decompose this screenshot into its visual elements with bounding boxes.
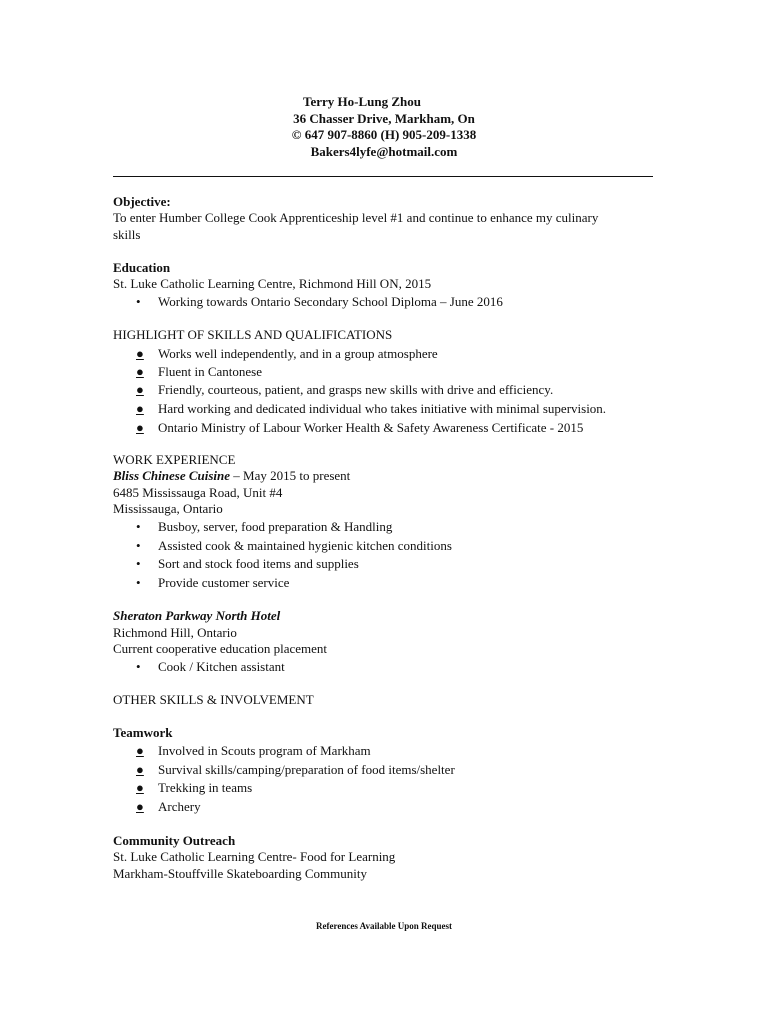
bullet-dot: • [136, 575, 141, 590]
job1-item: Sort and stock food items and supplies [158, 556, 359, 571]
candidate-name: Terry Ho-Lung Zhou [303, 94, 421, 109]
community-line1: St. Luke Catholic Learning Centre- Food for Learning [113, 849, 396, 864]
job1-address1: 6485 Mississauga Road, Unit #4 [113, 485, 283, 500]
teamwork-item: Survival skills/camping/preparation of food items/shelter [158, 762, 455, 777]
job1-item: Assisted cook & maintained hygienic kitchen conditions [158, 538, 452, 553]
job1-item: Busboy, server, food preparation & Handling [158, 519, 393, 534]
list-item [136, 382, 553, 398]
bullet-dot: • [136, 659, 141, 674]
list-item [136, 364, 262, 380]
bullet-underlined: ● [136, 382, 144, 397]
job1-item: Provide customer service [158, 575, 290, 590]
list-item [136, 346, 438, 362]
highlight-item: Works well independently, and in a group atmosphere [158, 346, 438, 361]
bullet-underlined: ● [136, 780, 144, 795]
bullet-underlined: ● [136, 762, 144, 777]
objective-text-line1: To enter Humber College Cook Apprenticeship level #1 and continue to enhance my culinary [113, 210, 599, 225]
job2-note: Current cooperative education placement [113, 641, 328, 656]
teamwork-heading: Teamwork [113, 725, 173, 740]
job2-location: Richmond Hill, Ontario [113, 625, 237, 640]
candidate-phones: © 647 907-8860 (H) 905-209-1338 [291, 127, 477, 142]
list-item [136, 401, 606, 417]
list-item [136, 556, 359, 572]
highlights-heading: HIGHLIGHT OF SKILLS AND QUALIFICATIONS [113, 327, 393, 342]
list-item [136, 420, 583, 436]
community-heading: Community Outreach [113, 833, 236, 848]
education-item: Working towards Ontario Secondary School Diploma – June 2016 [158, 294, 503, 309]
list-item [136, 575, 289, 591]
job1-title [113, 468, 350, 484]
bullet-underlined: ● [136, 364, 144, 379]
community-line2: Markham-Stouffville Skateboarding Community [113, 866, 367, 881]
header-divider [113, 176, 653, 177]
list-item [136, 519, 392, 535]
bullet-dot: • [136, 519, 141, 534]
teamwork-item: Involved in Scouts program of Markham [158, 743, 371, 758]
teamwork-item: Archery [158, 799, 201, 814]
highlight-item: Ontario Ministry of Labour Worker Health & Safety Awareness Certificate - 2015 [158, 420, 584, 435]
job2-employer: Sheraton Parkway North Hotel [113, 608, 281, 623]
bullet-dot: • [136, 294, 141, 309]
list-item [136, 743, 371, 759]
objective-text-line2: skills [113, 227, 141, 242]
references-note: References Available Upon Request [316, 921, 452, 931]
list-item [136, 659, 285, 675]
bullet-underlined: ● [136, 346, 144, 361]
teamwork-item: Trekking in teams [158, 780, 253, 795]
candidate-address: 36 Chasser Drive, Markham, On [293, 111, 475, 126]
job1-address2: Mississauga, Ontario [113, 501, 223, 516]
list-item [136, 538, 452, 554]
list-item [136, 762, 455, 778]
candidate-email: Bakers4lyfe@hotmail.com [310, 144, 458, 159]
highlight-item: Friendly, courteous, patient, and grasps new skills with drive and efficiency. [158, 382, 554, 397]
job1-employer: Bliss Chinese Cuisine [113, 468, 231, 483]
list-item [136, 799, 201, 815]
bullet-dot: • [136, 538, 141, 553]
education-heading: Education [113, 260, 171, 275]
bullet-underlined: ● [136, 743, 144, 758]
objective-heading: Objective: [113, 194, 171, 209]
work-heading: WORK EXPERIENCE [113, 452, 236, 467]
list-item [136, 294, 503, 310]
list-item [136, 780, 252, 796]
highlight-item: Fluent in Cantonese [158, 364, 262, 379]
bullet-underlined: ● [136, 420, 144, 435]
job1-dates: – May 2015 to present [230, 468, 351, 483]
highlight-item: Hard working and dedicated individual who takes initiative with minimal supervision. [158, 401, 607, 416]
education-school: St. Luke Catholic Learning Centre, Richmond Hill ON, 2015 [113, 276, 432, 291]
bullet-underlined: ● [136, 799, 144, 814]
bullet-underlined: ● [136, 401, 144, 416]
job2-item: Cook / Kitchen assistant [158, 659, 285, 674]
other-heading: OTHER SKILLS & INVOLVEMENT [113, 692, 314, 707]
bullet-dot: • [136, 556, 141, 571]
